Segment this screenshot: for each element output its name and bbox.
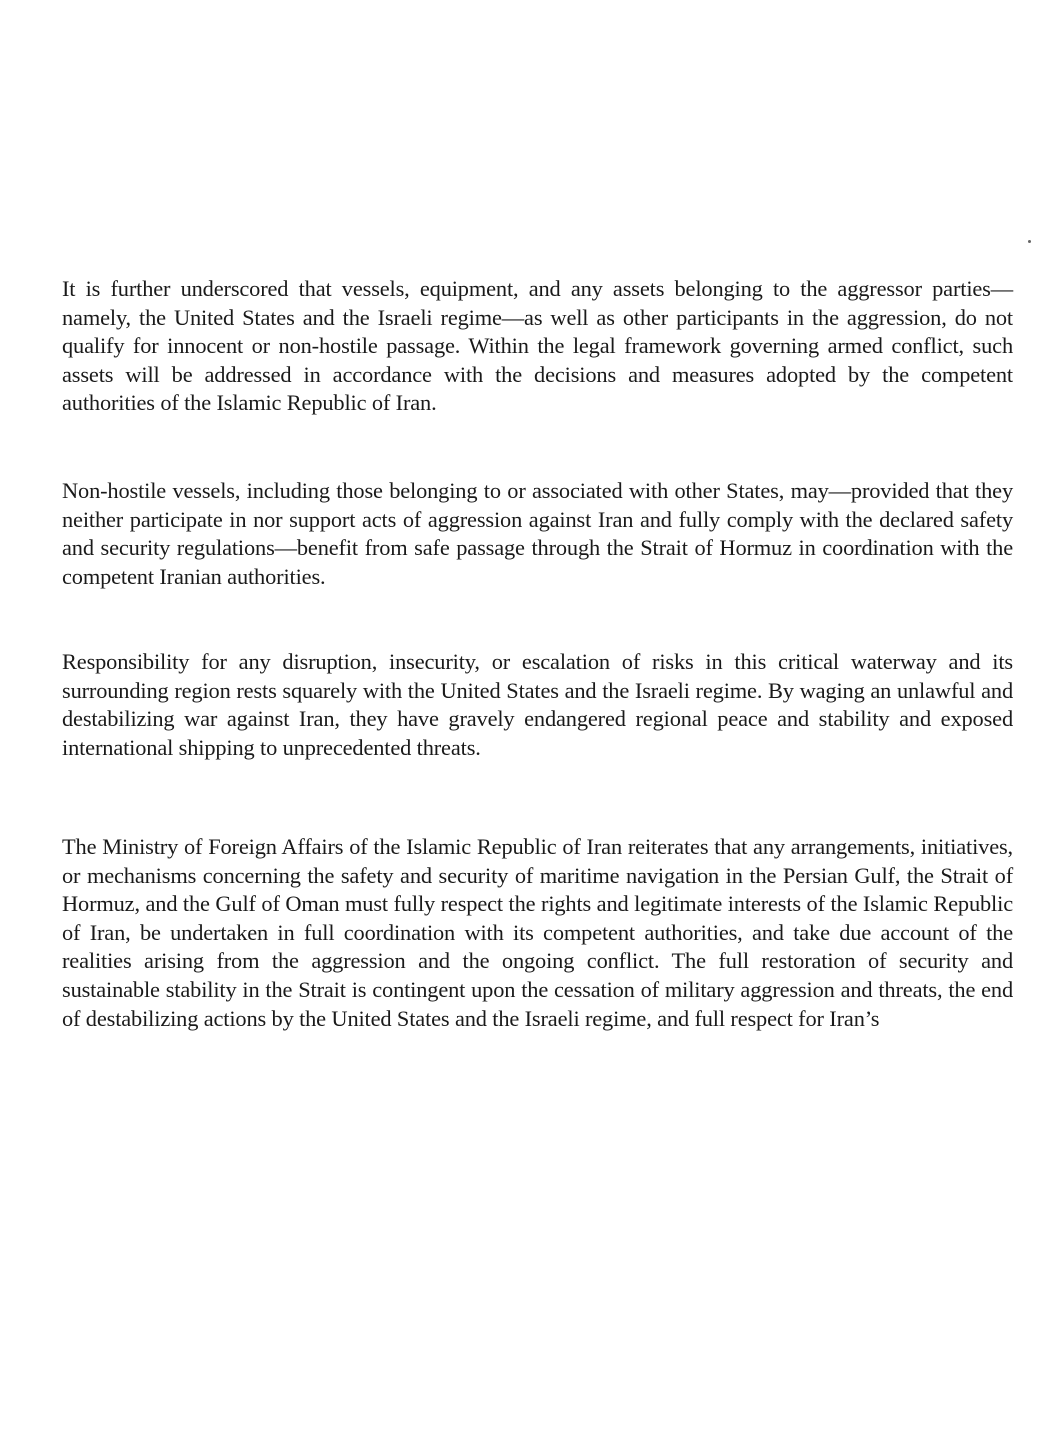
paragraph-aggressor-assets: It is further underscored that vessels, equipment, and any assets belonging to the aggressor parties—namely, the United States and the Israeli regime—as well as other participants in the aggression, do not qualify for innocent or non-hostile passage. Within the legal framework governing armed conflict, such assets will be addressed in accordance with the decisions and measures adopted by the competent authorities of the Islamic Republic of Iran. xyxy=(62,276,1013,416)
paragraph-non-hostile-vessels: Non-hostile vessels, including those belonging to or associated with other States, may—provided that they neither participate in nor support acts of aggression against Iran and fully comply with the declared safety and security regulations—benefit from safe passage through the Strait of Hormuz in coordination with the competent Iranian authorities. xyxy=(62,478,1013,589)
scan-speck xyxy=(1028,240,1031,243)
paragraph-ministry-statement: The Ministry of Foreign Affairs of the Islamic Republic of Iran reiterates that any arrangements, initiatives, or mechanisms concerning the safety and security of maritime navigation in the Persian Gulf, the Strait of Hormuz, and the Gulf of Oman must fully respect the rights and legitimate interests of the Islamic Republic of Iran, be undertaken in full coordination with its competent authorities, and take due account of the realities arising from the aggression and the ongoing conflict. The full restoration of security and sustainable stability in the Strait is contingent upon the cessation of military aggression and threats, the end of destabilizing actions by the United States and the Israeli regime, and full respect for Iran’s xyxy=(62,834,1013,1031)
paragraph-responsibility: Responsibility for any disruption, insecurity, or escalation of risks in this critical waterway and its surrounding region rests squarely with the United States and the Israeli regime. By waging an unlawful and destabilizing war against Iran, they have gravely endangered regional peace and stability and exposed international shipping to unprecedented threats. xyxy=(62,649,1013,760)
